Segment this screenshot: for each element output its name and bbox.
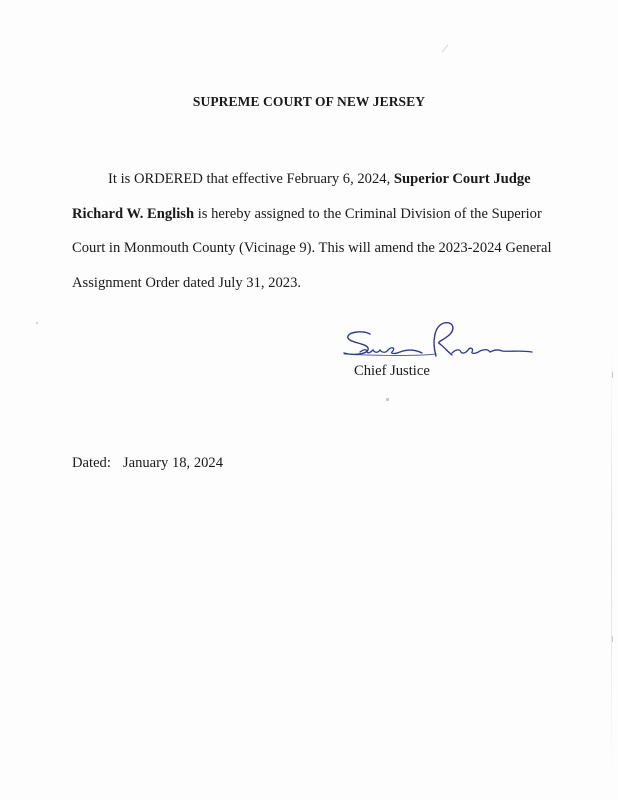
judge-name: Richard W. English: [72, 205, 195, 222]
scan-speck: [612, 372, 613, 378]
dated-line: [72, 455, 223, 472]
judge-title: Superior Court Judge: [393, 171, 531, 187]
order-line-3: Court in Monmouth County (Vicinage 9). This will amend the 2023-2024 General: [72, 240, 552, 256]
order-line-1-text: It is ORDERED that effective February 6, 2024,: [108, 171, 394, 187]
order-line-4: Assignment Order dated July 31, 2023.: [72, 274, 302, 291]
scan-speck: [386, 398, 389, 401]
order-paragraph: [72, 162, 562, 300]
dated-label: Dated:: [72, 455, 111, 471]
chief-justice-signature: [340, 316, 545, 370]
scan-edge-shadow: [611, 340, 612, 780]
scan-speck: [36, 322, 38, 324]
court-heading: SUPREME COURT OF NEW JERSEY: [192, 94, 426, 109]
order-line-2-text: is hereby assigned to the Criminal Division of the Superior: [194, 205, 542, 222]
scan-speck: [441, 44, 448, 52]
order-line-2: [72, 197, 562, 232]
dated-value: January 18, 2024: [122, 455, 224, 471]
scan-speck: [612, 636, 613, 642]
order-line-1: [72, 162, 562, 197]
signatory-title: Chief Justice: [354, 363, 430, 379]
